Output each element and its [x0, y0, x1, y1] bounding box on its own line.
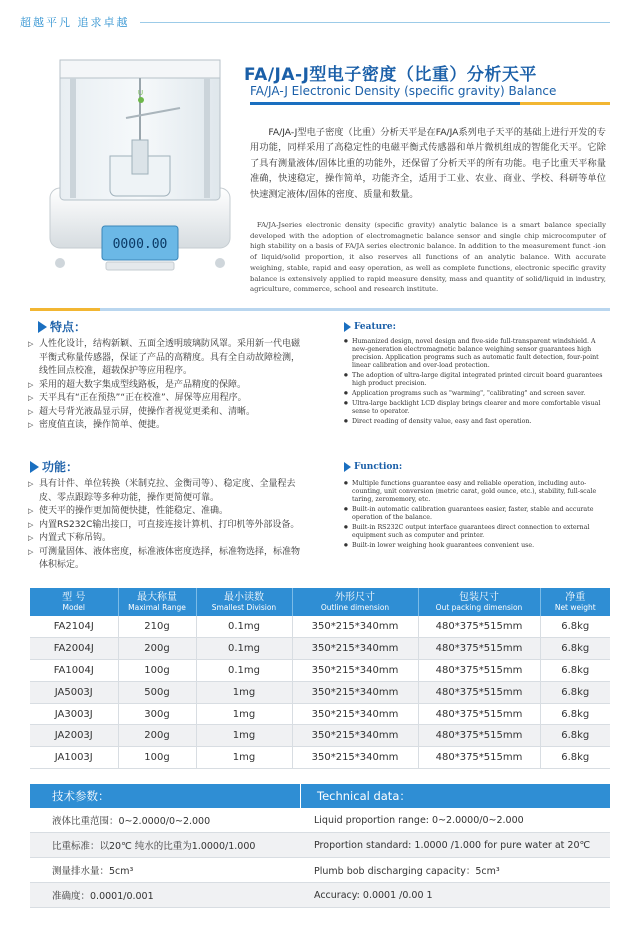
list-item: ▷ 天平具有“正在预热”“正在校准”、屏保等应用程序。 — [30, 392, 308, 406]
table-cell: 1mg — [196, 725, 292, 747]
table-cell: 500g — [118, 681, 196, 703]
table-row — [30, 681, 610, 703]
table-cell: 200g — [118, 638, 196, 660]
table-cell: 300g — [118, 703, 196, 725]
tech-item-zh: 比重标准：以20℃ 纯水的比重为1.0000/1.000 — [30, 833, 300, 857]
product-title-zh: FA/JA-J型电子密度（比重）分析天平 — [244, 65, 537, 85]
balance-product-image — [40, 48, 240, 280]
table-cell: 480*375*515mm — [418, 703, 540, 725]
table-cell: 350*215*340mm — [292, 660, 418, 682]
table-row — [30, 616, 610, 638]
balance-logo: U — [138, 90, 144, 97]
table-cell: 100g — [118, 747, 196, 769]
functions-list-en — [344, 480, 610, 552]
list-item: ▷ 超大号背光液晶显示屏，使操作者视觉更柔和、清晰。 — [30, 406, 308, 420]
column-header: 型 号 Model — [30, 588, 118, 616]
table-cell: 200g — [118, 725, 196, 747]
table-cell: 6.8kg — [540, 703, 610, 725]
list-item: ● Direct reading of density value, easy and fast operation. — [344, 418, 610, 426]
table-cell: 350*215*340mm — [292, 703, 418, 725]
features-heading-zh-text: 特点： — [50, 320, 87, 334]
table-cell: 480*375*515mm — [418, 638, 540, 660]
triangle-arrow-icon — [30, 461, 39, 473]
table-cell: 100g — [118, 660, 196, 682]
list-item: ● Ultra-large backlight LCD display brings clearer and more comfortable visual sense to operator. — [344, 400, 610, 416]
list-item: ▷ 可测量固体、液体密度，标准液体密度选择，标准物选择，标准物体积标定。 — [30, 546, 308, 573]
header-divider — [140, 22, 610, 23]
features-heading-en — [344, 322, 396, 332]
list-item: ● Application programs such as "warming", "calibrating" and screen saver. — [344, 390, 610, 398]
spec-table-header-row — [30, 588, 610, 616]
column-header: 最小读数 Smallest Division — [196, 588, 292, 616]
functions-list-zh — [30, 478, 308, 573]
description-zh: FA/JA-J型电子密度（比重）分析天平是在FA/JA系列电子天平的基础上进行开发的专用功能，同样采用了高稳定性的电磁平衡式传感器和单片微机组成的智能化天平。它除了具有测量液体/固体比重的功能外，还保留了分析天平的所有功能。电子比重天平称量准确，快速稳定，操作简单，功能齐全，适用于工业、农业、商业、学校、科研等单位快速测定液体/固体的密度、质量和数量。 — [250, 127, 606, 200]
functions-heading-en — [344, 462, 402, 472]
table-cell: 6.8kg — [540, 747, 610, 769]
column-header: 外形尺寸 Outline dimension — [292, 588, 418, 616]
list-item: ▷ 内置RS232C输出接口，可直接连接计算机、打印机等外部设备。 — [30, 519, 308, 533]
table-cell: 6.8kg — [540, 660, 610, 682]
balance-screen-readout: 0000.00 — [112, 237, 168, 252]
table-cell: FA1004J — [30, 660, 118, 682]
tech-item-en: Accuracy: 0.0001 /0.00 1 — [300, 883, 610, 907]
product-title-en: FA/JA-J Electronic Density (specific gravity) Balance — [250, 84, 557, 98]
table-row — [30, 660, 610, 682]
spec-table — [30, 588, 610, 769]
tech-item-zh: 测量排水量：5cm³ — [52, 866, 134, 877]
triangle-arrow-icon — [344, 462, 351, 472]
table-row — [30, 638, 610, 660]
table-cell: 480*375*515mm — [418, 681, 540, 703]
column-header: 最大称量 Maximal Range — [118, 588, 196, 616]
table-cell: 1mg — [196, 703, 292, 725]
table-cell: 350*215*340mm — [292, 725, 418, 747]
table-cell: 1mg — [196, 681, 292, 703]
features-list-zh — [30, 338, 308, 433]
table-cell: 480*375*515mm — [418, 725, 540, 747]
table-cell: JA2003J — [30, 725, 118, 747]
list-item: ▷ 内置式下称吊钩。 — [30, 532, 308, 546]
title-underline-blue — [250, 102, 520, 105]
tech-heading-zh: 技术参数： — [30, 784, 300, 808]
tech-divider — [30, 907, 610, 908]
tech-item-en: Proportion standard: 1.0000 /1.000 for pure water at 20℃ — [300, 833, 610, 857]
features-heading-en-text: Feature: — [354, 322, 396, 332]
list-item: ▷ 密度值直读，操作简单、便捷。 — [30, 419, 308, 433]
features-heading-zh — [38, 318, 86, 335]
table-cell: 480*375*515mm — [418, 660, 540, 682]
table-cell: 6.8kg — [540, 681, 610, 703]
table-cell: 6.8kg — [540, 725, 610, 747]
functions-heading-zh — [30, 458, 78, 475]
table-row — [30, 703, 610, 725]
functions-heading-zh-text: 功能： — [42, 460, 79, 474]
table-cell: FA2104J — [30, 616, 118, 638]
title-underline-yellow — [520, 102, 610, 105]
table-cell: 0.1mg — [196, 660, 292, 682]
table-cell: 6.8kg — [540, 616, 610, 638]
section-separator — [30, 308, 610, 311]
list-item: ● Built-in automatic calibration guarantees easier, faster, stable and accurate operation of the balance. — [344, 506, 610, 522]
table-cell: 480*375*515mm — [418, 747, 540, 769]
tech-item-zh: 准确度：0.0001/0.001 — [30, 883, 300, 907]
functions-heading-en-text: Function: — [354, 462, 403, 472]
table-cell: 6.8kg — [540, 638, 610, 660]
tech-heading-en: Technical data： — [300, 784, 610, 808]
list-item: ● Built-in lower weighing hook guarantees convenient use. — [344, 542, 610, 550]
list-item: ▷ 人性化设计，结构新颖、五面全透明玻璃防风罩。采用新一代电磁平衡式称量传感器，保证了产品的高精度。具有全自动故障检测，线性回点校准，超载保护等应用程序。 — [30, 338, 308, 379]
column-header: 包装尺寸 Out packing dimension — [418, 588, 540, 616]
table-cell: JA3003J — [30, 703, 118, 725]
table-cell: 0.1mg — [196, 616, 292, 638]
table-cell: 480*375*515mm — [418, 616, 540, 638]
table-cell: 350*215*340mm — [292, 681, 418, 703]
list-item: ▷ 采用的超大数字集成型线路板，是产品精度的保障。 — [30, 379, 308, 393]
list-item: ● Multiple functions guarantee easy and reliable operation, including auto-counting, unit conversion (metric carat, gold ounce, etc.), stability, full-scale taring, zeromemory, etc. — [344, 480, 610, 504]
column-header: 净重 Net weight — [540, 588, 610, 616]
table-cell: 0.1mg — [196, 638, 292, 660]
table-row — [30, 725, 610, 747]
table-cell: 210g — [118, 616, 196, 638]
table-cell: JA1003J — [30, 747, 118, 769]
list-item: ● Humanized design, novel design and five-side full-transparent windshield. A new-generation electromagnetic balance weighing sensor guarantees high precision. Application programs such as automatic fault detection, four-point linear calibration and over-load protection. — [344, 338, 610, 370]
table-cell: FA2004J — [30, 638, 118, 660]
table-cell: 350*215*340mm — [292, 638, 418, 660]
features-list-en — [344, 338, 610, 428]
list-item: ● The adoption of ultra-large digital integrated printed circuit board guarantees high product precision. — [344, 372, 610, 388]
table-cell: JA5003J — [30, 681, 118, 703]
table-cell: 350*215*340mm — [292, 747, 418, 769]
list-item: ● Built-in RS232C output interface guarantees direct connection to external equipment such as computer and printer. — [344, 524, 610, 540]
tech-item-en: Plumb bob discharging capacity：5cm³ — [314, 866, 500, 877]
table-row — [30, 747, 610, 769]
list-item: ▷ 具有计件、单位转换（米制克拉、金衡司等）、稳定度、全量程去皮、零点跟踪等多种功能，操作更简便可靠。 — [30, 478, 308, 505]
table-cell: 350*215*340mm — [292, 616, 418, 638]
triangle-arrow-icon — [344, 322, 351, 332]
tech-item-en: Liquid proportion range: 0~2.0000/0~2.000 — [314, 814, 524, 826]
triangle-arrow-icon — [38, 321, 47, 333]
tech-item-zh: 液体比重范围：0~2.0000/0~2.000 — [52, 816, 211, 827]
list-item: ▷ 使天平的操作更加简便快捷，性能稳定、准确。 — [30, 505, 308, 519]
header-slogan: 超越平凡 追求卓越 — [20, 16, 130, 29]
description-en: FA/JA-Jseries electronic density (specific gravity) analytic balance is a smart balance specially developed with the adoption of electromagnetic balance sensor and single chip microcomputer of high stability on a basis of FA/JA series electronic balance. In addition to the measurement funct -ion of liquid/solid proportion, it also reserves all functions of an analytic balance. With accurate weighing, stable, rapid and easy operation, as well as complete functions, electronic specific gravity balance is extensively applied to rapid measure density, mass and quantity of solid/liquid in industry, agriculture, commerce, school and research institute. — [250, 221, 606, 294]
table-cell: 1mg — [196, 747, 292, 769]
